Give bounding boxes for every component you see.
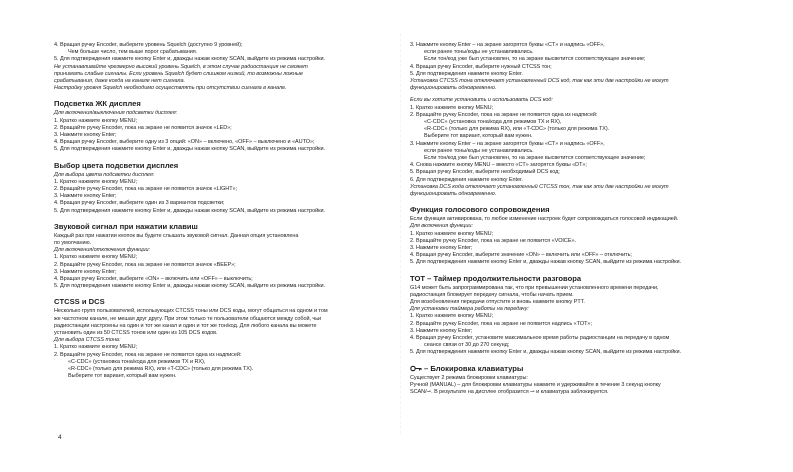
text-line: Для возобновления передачи отпустите и вновь нажмите кнопку PTT. bbox=[410, 299, 585, 305]
text-line: 1. Кратко нажмите кнопку MENU; bbox=[54, 344, 138, 351]
text-line: «C-CDC» (установка тона/кода для режимов TX и RX), bbox=[68, 358, 206, 365]
text-line: 6. Для подтверждения нажмите кнопку Enter. bbox=[410, 176, 523, 183]
italic-note-line: функционировать одновременно. bbox=[410, 85, 497, 92]
section-heading-text: Подсветка ЖК дисплея bbox=[54, 99, 141, 109]
text-line: Если тон/код уже был установлен, то на экране высветится соответствующее значение; bbox=[424, 56, 646, 63]
text-line: 4. Вращая ручку Encoder, установите максимальное время работы радиостанции на передачу в одном bbox=[410, 335, 670, 341]
section-heading bbox=[54, 297, 105, 306]
section-heading-text: CTCSS и DCS bbox=[54, 297, 105, 307]
text-line: 5. Для подтверждения нажмите кнопку Enter и, дважды нажав кнопку SCAN, выйдите из режима настройки. bbox=[410, 349, 681, 356]
italic-note-line: Если вы хотите установить и использовать DCS код: bbox=[410, 97, 553, 104]
text-line: 4. Вращая ручку Encoder, выберите нужный CTCSS тон; bbox=[410, 63, 552, 70]
text-line: 5. Для подтверждения нажмите кнопку Enter и, дважды нажав кнопку SCAN, выйдите из режима настройки. bbox=[54, 56, 325, 63]
text-line: «R-CDC» (только для режима RX), или «T-CDC» (только для режима TX). bbox=[68, 366, 254, 372]
section-heading bbox=[410, 364, 523, 373]
text-line: Несколько групп пользователей, использующих CTCSS тоны или DCS коды, могут общаться на одном и том bbox=[54, 308, 328, 315]
text-line: 5. Для подтверждения нажмите кнопку Enter и, дважды нажав кнопку SCAN, выйдите из режима настройки. bbox=[54, 146, 325, 153]
text-line: Выберите тот вариант, который вам нужен. bbox=[424, 133, 533, 140]
text-line: 5. Для подтверждения нажмите кнопку Enter и, дважды нажав кнопку SCAN, выйдите из режима настройки. bbox=[54, 207, 325, 214]
text-line: по умолчанию. bbox=[54, 240, 92, 246]
text-line: если ранее тоны/коды не устанавливались. bbox=[424, 147, 534, 154]
section-heading bbox=[410, 274, 581, 283]
text-line: Если тон/код уже был установлен, то на экране высветится соответствующее значение; bbox=[424, 155, 646, 161]
text-line: 3. Нажмите кнопку Enter; bbox=[410, 327, 473, 334]
italic-note-line: Для выбора цвета подсветки дисплея: bbox=[54, 171, 155, 178]
italic-note-line: срабатывания, даже когда на канале нет сигнала. bbox=[54, 78, 185, 84]
text-line: 2. Вращайте ручку Encoder, пока на экране не появится «VOICE». bbox=[410, 237, 576, 244]
text-line: «R-CDC» (только для режима RX), или «T-CDC» (только для режима TX). bbox=[424, 126, 610, 133]
italic-note-line: функционировать одновременно. bbox=[410, 191, 497, 197]
italic-note-line: Для выбора CTCSS тона: bbox=[54, 337, 121, 344]
key-lock-icon bbox=[410, 365, 422, 372]
italic-note-line: Не устанавливайте чрезмерно высокий уровень Squelch, в этом случае радиостанция не сможет bbox=[54, 63, 308, 70]
text-line: 1. Кратко нажмите кнопку MENU; bbox=[54, 254, 138, 261]
section-heading-text: Звуковой сигнал при нажатии клавиш bbox=[54, 221, 198, 231]
text-line: «C-CDC» (установка тона/кода для режимов TX и RX), bbox=[424, 119, 562, 125]
section-heading bbox=[54, 222, 198, 231]
text-line: 4. Вращая ручку Encoder, выберите одну из 3 опций: «ON» – включено, «OFF» – выключено и «AUTO»; bbox=[54, 139, 315, 146]
text-line: 5. Для подтверждения нажмите кнопку Enter. bbox=[410, 70, 523, 77]
italic-note-line: Для включения функции: bbox=[410, 223, 473, 230]
italic-note-line: Установка CTCSS тона отключает установленный DCS код, так как эти две настройки не могут bbox=[410, 78, 669, 84]
text-line: 2. Вращайте ручку Encoder, пока на экране не появится значок «BEEP»; bbox=[54, 261, 236, 268]
text-line: 2. Вращайте ручку Encoder, пока на экране не появится надпись «TOT»; bbox=[410, 320, 592, 327]
text-line: сеансе связи от 30 до 270 секунд; bbox=[424, 342, 510, 349]
section-heading-text: Функция голосового сопровождения bbox=[410, 205, 550, 215]
text-line: Чем больше число, тем выше порог срабатывания. bbox=[68, 49, 198, 56]
text-line: 4. Вращая ручку Encoder, выберите «ON» – включить или «OFF» – выключить; bbox=[54, 276, 253, 282]
text-line: 5. Для подтверждения нажмите кнопку Enter и, дважды нажав кнопку SCAN, выйдите из режима настройки. bbox=[54, 283, 325, 290]
text-line: 5. Вращая ручку Encoder, выберите необходимый DCS код; bbox=[410, 169, 560, 176]
text-line: радиостанция блокирует передачу сигнала, чтобы начать прием. bbox=[410, 291, 574, 298]
section-heading-text: Выбор цвета подсветки дисплея bbox=[54, 160, 179, 170]
text-line: 1. Кратко нажмите кнопку MENU; bbox=[54, 178, 138, 185]
text-line: 1. Кратко нажмите кнопку MENU; bbox=[410, 230, 494, 237]
text-line: G14 может быть запрограммирована так, что при превышении установленного времени передачи, bbox=[410, 284, 659, 291]
section-heading-text: – Блокировка клавиатуры bbox=[424, 363, 524, 373]
text-line: 3. Нажмите кнопку Enter; bbox=[54, 268, 117, 275]
text-line: установить один из 50 CTCSS тонов или один из 105 DCS кодов. bbox=[54, 330, 218, 336]
section-heading bbox=[54, 161, 178, 170]
italic-note-line: принимать слабые сигналы. Если уровень Squelch будет слишком низкий, то возможны ложные bbox=[54, 70, 303, 77]
italic-note-line: Настройку уровня Squelch необходимо осуществлять при отсутствии сигнала в канале. bbox=[54, 85, 287, 92]
page-number: 4 bbox=[58, 434, 62, 441]
text-line: 1. Кратко нажмите кнопку MENU; bbox=[410, 313, 494, 320]
text-line: SCAN/⊸. В результате на дисплее отобразится ⊸ и клавиатура заблокируется. bbox=[410, 389, 609, 395]
text-line: Существует 2 режима блокировки клавиатуры: bbox=[410, 374, 528, 381]
text-line: если ранее тоны/коды не устанавливались. bbox=[424, 49, 534, 56]
italic-note-line: Для включения/выключения подсветки дисплея: bbox=[54, 110, 178, 117]
text-line: 1. Кратко нажмите кнопку MENU; bbox=[410, 104, 494, 111]
text-line: 3. Нажмите кнопку Enter; bbox=[410, 245, 473, 251]
text-line: Выберите тот вариант, который вам нужен. bbox=[68, 373, 177, 380]
text-line: 3. Нажмите кнопку Enter; bbox=[54, 193, 117, 200]
text-line: же частотном канале, не мешая друг другу. При этом только те пользователи общаются между собой, чьи bbox=[54, 315, 322, 322]
text-line: Каждый раз при нажатии кнопок вы будете слышать звуковой сигнал. Данная опция установлена bbox=[54, 232, 299, 239]
italic-note-line: Для включения/отключения функции: bbox=[54, 247, 151, 254]
text-line: 2. Вращайте ручку Encoder, пока на экране не появится значок «LED»; bbox=[54, 124, 232, 131]
text-line: 4. Вращая ручку Encoder, выберите один из 3 вариантов подсветки; bbox=[54, 200, 225, 207]
text-line: 2. Вращайте ручку Encoder, пока на экране не появится одна из надписей: bbox=[54, 351, 242, 358]
text-line: 5. Для подтверждения нажмите кнопку Enter и, дважды нажав кнопку SCAN, выйдите из режима настройки. bbox=[410, 259, 681, 266]
text-line: 4. Вращая ручку Encoder, выберите значение «ON» – включить или «OFF» – отключить; bbox=[410, 252, 632, 259]
text-line: Ручной (MANUAL) – для блокировки клавиатуры нажмите и удерживайте в течение 3 секунд кнопку bbox=[410, 381, 661, 388]
page-divider bbox=[400, 34, 401, 434]
text-line: 2. Вращайте ручку Encoder, пока на экране не появится значок «LIGHT»; bbox=[54, 186, 238, 192]
italic-note-line: Установка DCS кода отключает установленный CTCSS тон, так как эти две настройки не могут bbox=[410, 183, 669, 190]
text-line: 4. Вращая ручку Encoder, выберите уровень Squelch (доступно 9 уровней); bbox=[54, 42, 243, 48]
text-line: радиостанции настроены на один и тот же канал и один и тот же тон/код. Для любого канала вы можете bbox=[54, 322, 317, 329]
text-line: 3. Нажмите кнопку Enter – на экране загорятся буквы «CT» и надпись «OFF», bbox=[410, 140, 605, 147]
text-line: Если функция активирована, то любое изменение настроек будет сопровождаться голосовой индикацией. bbox=[410, 216, 679, 223]
section-heading bbox=[410, 205, 550, 214]
section-heading-text: TOT – Таймер продолжительности разговора bbox=[410, 273, 582, 283]
text-line: 3. Нажмите кнопку Enter; bbox=[54, 132, 117, 138]
text-line: 4. Снова нажмите кнопку MENU – вместо «CT» загорятся буквы «DT»; bbox=[410, 162, 587, 169]
text-line: 3. Нажмите кнопку Enter – на экране загорятся буквы «CT» и надпись «OFF», bbox=[410, 42, 605, 48]
text-line: 1. Кратко нажмите кнопку MENU; bbox=[54, 117, 138, 124]
text-line: 2. Вращайте ручку Encoder, пока на экране не появится одна из надписей: bbox=[410, 111, 598, 118]
italic-note-line: Для установки таймера работы на передачу: bbox=[410, 306, 529, 313]
section-heading bbox=[54, 99, 141, 108]
